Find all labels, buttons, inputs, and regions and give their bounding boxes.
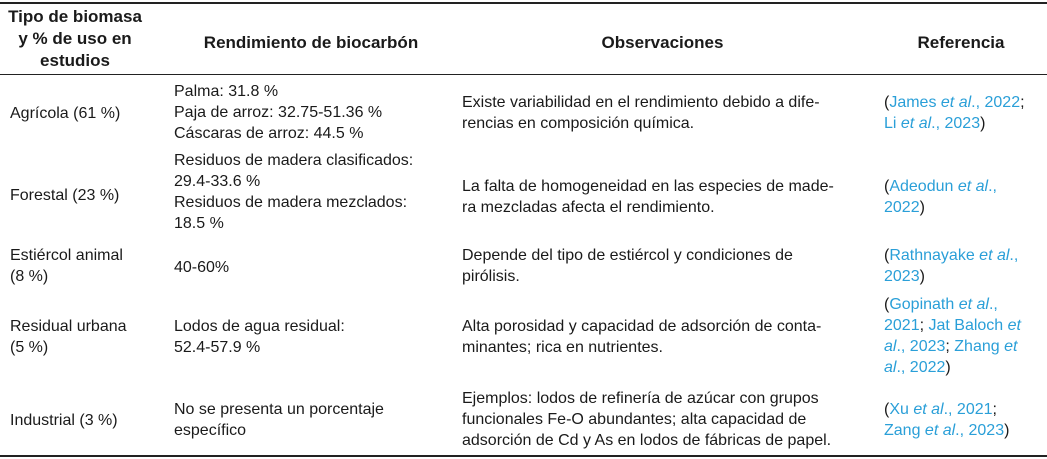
row-observaciones: [462, 92, 820, 134]
row-tipo-line: Residual urbana: [10, 318, 127, 335]
citation-link[interactable]: 2022: [884, 199, 920, 216]
row-tipo-line: Agrícola (61 %): [10, 105, 121, 122]
row-rendimiento: [174, 150, 413, 234]
row-referencia: [884, 294, 1021, 378]
citation-link[interactable]: Adeodun et al.,: [889, 178, 997, 195]
ref-punct: ;: [1020, 94, 1025, 111]
row-tipo: [10, 316, 127, 358]
table-top-rule: [0, 2, 1047, 4]
row-obs-line: adsorción de Cd y As en lodos de fábricas de papel.: [462, 432, 832, 449]
row-tipo: [10, 185, 119, 206]
row-obs-line: funcionales Fe-O abundantes; alta capacidad de: [462, 411, 807, 428]
row-referencia: [884, 245, 1018, 287]
row-rend-line: 18.5 %: [174, 215, 224, 232]
row-obs-line: pirólisis.: [462, 268, 520, 285]
citation-link[interactable]: Jat Baloch et: [928, 317, 1021, 334]
ref-punct: ): [980, 115, 986, 132]
row-rend-line: Lodos de agua residual:: [174, 318, 345, 335]
row-referencia: [884, 399, 1009, 441]
row-obs-line: Existe variabilidad en el rendimiento debido a dife-: [462, 94, 820, 111]
table-header-rule: [0, 74, 1047, 75]
header-rendimiento: Rendimiento de biocarbón: [203, 33, 419, 52]
citation-link[interactable]: James et al., 2022: [889, 94, 1021, 111]
row-tipo-line: (8 %): [10, 268, 49, 285]
header-tipo-line: y % de uso en: [18, 29, 132, 48]
header-tipo: [0, 6, 150, 72]
row-obs-line: minantes; rica en nutrientes.: [462, 339, 663, 356]
row-rend-line: Palma: 31.8 %: [174, 83, 279, 100]
row-rend-line: Residuos de madera clasificados:: [174, 152, 414, 169]
row-rend-line: 52.4-57.9 %: [174, 339, 261, 356]
row-tipo: [10, 103, 120, 124]
row-observaciones: [462, 176, 834, 218]
row-observaciones: [462, 388, 831, 451]
row-observaciones: [462, 245, 793, 287]
ref-punct: (: [884, 247, 890, 264]
row-rend-line: 29.4-33.6 %: [174, 173, 261, 190]
row-tipo: [10, 245, 123, 287]
header-tipo-line: estudios: [40, 51, 110, 70]
ref-punct: (: [884, 178, 890, 195]
row-obs-line: Depende del tipo de estiércol y condiciones de: [462, 247, 793, 264]
citation-link[interactable]: Xu et al., 2021: [889, 401, 993, 418]
header-tipo-line: Tipo de biomasa: [8, 7, 142, 26]
ref-line: [884, 245, 1018, 266]
ref-punct: ): [1004, 422, 1010, 439]
row-rendimiento: [174, 399, 384, 441]
citation-link[interactable]: Li et al., 2023: [884, 115, 981, 132]
ref-line: [884, 420, 1009, 441]
ref-punct: (: [884, 94, 890, 111]
row-referencia: [884, 92, 1025, 134]
ref-punct: ): [919, 199, 925, 216]
row-tipo-line: Forestal (23 %): [10, 187, 120, 204]
row-rendimiento: [174, 257, 229, 278]
citation-link[interactable]: Gopinath et al.,: [889, 296, 998, 313]
row-obs-line: rencias en composición química.: [462, 115, 695, 132]
row-rend-line: Cáscaras de arroz: 44.5 %: [174, 125, 364, 142]
row-referencia: [884, 176, 997, 218]
row-observaciones: [462, 316, 821, 358]
ref-line: [884, 92, 1025, 113]
row-tipo-line: (5 %): [10, 339, 49, 356]
ref-line: [884, 113, 1025, 134]
citation-link[interactable]: al., 2022: [884, 359, 946, 376]
row-obs-line: ra mezcladas afecta el rendimiento.: [462, 199, 715, 216]
ref-punct: ;: [919, 317, 929, 334]
ref-punct: ): [945, 359, 951, 376]
ref-line: [884, 399, 1009, 420]
ref-punct: (: [884, 401, 890, 418]
row-rend-line: Residuos de madera mezclados:: [174, 194, 408, 211]
ref-line: [884, 266, 1018, 287]
ref-punct: ;: [992, 401, 997, 418]
ref-line: [884, 197, 997, 218]
row-tipo: [10, 410, 118, 431]
row-rend-line: No se presenta un porcentaje: [174, 401, 384, 418]
ref-line: [884, 336, 1021, 357]
ref-line: [884, 357, 1021, 378]
ref-line: [884, 176, 997, 197]
header-referencia: Referencia: [917, 33, 1005, 52]
row-rend-line: específico: [174, 422, 247, 439]
row-obs-line: Ejemplos: lodos de refinería de azúcar con grupos: [462, 390, 819, 407]
row-rend-line: 40-60%: [174, 259, 230, 276]
ref-line: [884, 315, 1021, 336]
citation-link[interactable]: Zang et al., 2023: [884, 422, 1005, 439]
citation-link[interactable]: 2021: [884, 317, 920, 334]
ref-punct: (: [884, 296, 890, 313]
row-obs-line: La falta de homogeneidad en las especies de made-: [462, 178, 834, 195]
row-rend-line: Paja de arroz: 32.75-51.36 %: [174, 104, 383, 121]
row-rendimiento: [174, 81, 382, 144]
row-tipo-line: Estiércol animal: [10, 247, 123, 264]
row-obs-line: Alta porosidad y capacidad de adsorción de conta-: [462, 318, 822, 335]
citation-link[interactable]: al., 2023: [884, 338, 946, 355]
citation-link[interactable]: 2023: [884, 268, 920, 285]
table-bottom-rule: [0, 455, 1047, 457]
row-rendimiento: [174, 316, 345, 358]
header-observaciones: Observaciones: [601, 33, 724, 52]
citation-link[interactable]: Zhang et: [954, 338, 1018, 355]
ref-punct: ;: [945, 338, 955, 355]
row-tipo-line: Industrial (3 %): [10, 412, 118, 429]
ref-line: [884, 294, 1021, 315]
ref-punct: ): [919, 268, 925, 285]
citation-link[interactable]: Rathnayake et al.,: [889, 247, 1019, 264]
